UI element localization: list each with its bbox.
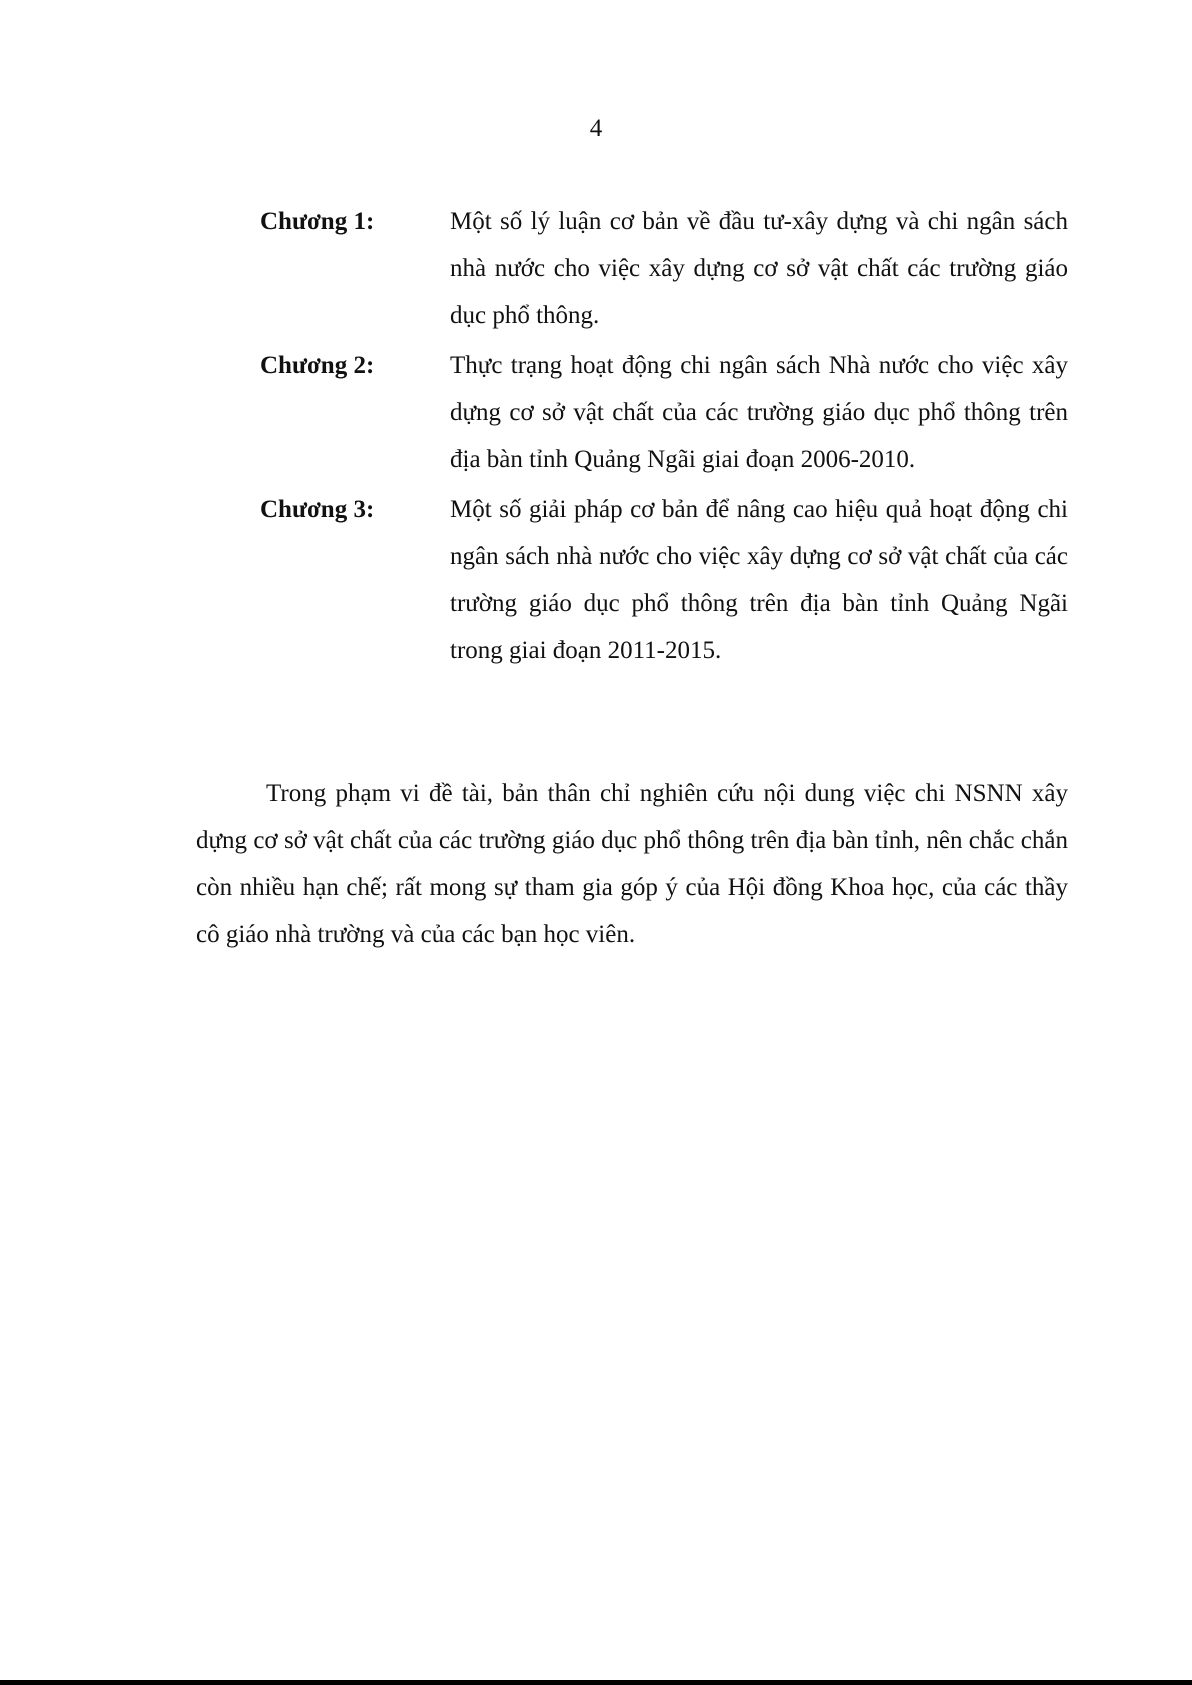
chapter-label: Chương 3: bbox=[260, 496, 375, 523]
chapter-item-2 bbox=[260, 342, 1068, 483]
chapter-item-3 bbox=[260, 486, 1068, 674]
closing-paragraph: Trong phạm vi đề tài, bản thân chỉ nghiên cứu nội dung việc chi NSNN xây dựng cơ sở vật chất của các trường giáo dục phổ thông trên địa bàn tỉnh, nên chắc chắn còn nhiều hạn chế; rất mong sự tham gia góp ý của Hội đồng Khoa học, của các thầy cô giáo nhà trường và của các bạn học viên. bbox=[196, 780, 1068, 948]
chapter-list bbox=[260, 198, 1068, 677]
page-number: 4 bbox=[589, 115, 603, 142]
chapter-description: Một số lý luận cơ bản về đầu tư-xây dựng và chi ngân sách nhà nước cho việc xây dựng cơ sở vật chất các trường giáo dục phổ thông. bbox=[450, 208, 1068, 329]
chapter-description: Một số giải pháp cơ bản để nâng cao hiệu quả hoạt động chi ngân sách nhà nước cho việc xây dựng cơ sở vật chất của các trường giáo dục phổ thông trên địa bàn tỉnh Quảng Ngãi trong giai đoạn 2011-2015. bbox=[450, 496, 1068, 664]
chapter-label: Chương 2: bbox=[260, 352, 375, 379]
bottom-border bbox=[0, 1680, 1192, 1685]
chapter-label: Chương 1: bbox=[260, 208, 375, 235]
chapter-item-1 bbox=[260, 198, 1068, 339]
chapter-description: Thực trạng hoạt động chi ngân sách Nhà nước cho việc xây dựng cơ sở vật chất của các trường giáo dục phổ thông trên địa bàn tỉnh Quảng Ngãi giai đoạn 2006-2010. bbox=[450, 352, 1068, 473]
